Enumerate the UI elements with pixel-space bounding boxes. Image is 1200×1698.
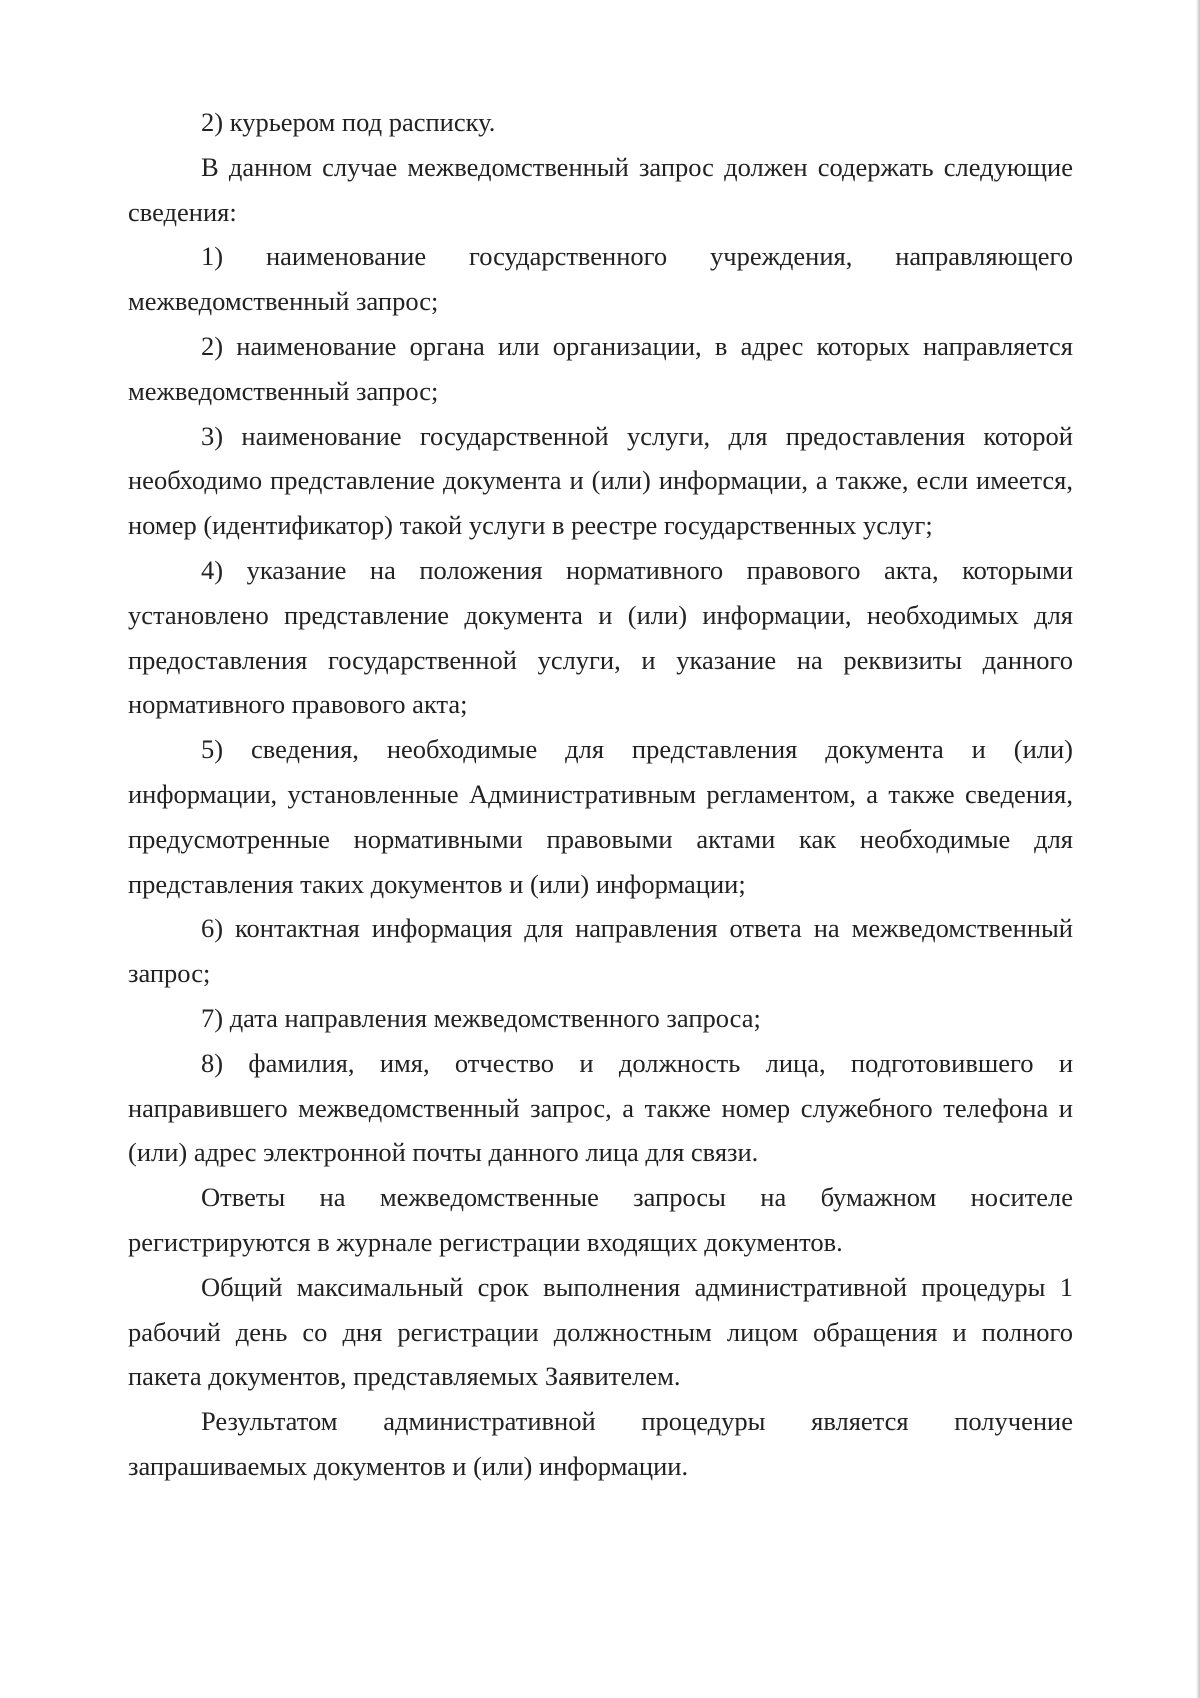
list-item-1: 1) наименование государственного учреждения, направляющего межведомственный запрос; [128,241,1073,317]
list-item-2: 2) наименование органа или организации, в адрес которых направляется межведомственный запрос; [128,330,1073,406]
scan-edge-shadow [1196,0,1200,1698]
list-item-8: 8) фамилия, имя, отчество и должность лица, подготовившего и направившего межведомственный запрос, а также номер служебного телефона и (или) адрес электронной почты данного лица для связи. [128,1047,1073,1168]
paragraph-procedure-result: Результатом административной процедуры является получение запрашиваемых документов и (или) информации. [128,1406,1073,1481]
list-item-4: 4) указание на положения нормативного правового акта, которыми установлено представление документа и (или) информации, необходимых для предоставления государственной услуги, и указание на реквизиты данного нормативного правового акта; [128,554,1073,720]
paragraph-request-contents-intro: В данном случае межведомственный запрос должен содержать следующие сведения: [128,151,1073,227]
list-item-6: 6) контактная информация для направления ответа на межведомственный запрос; [128,913,1073,989]
list-item-3: 3) наименование государственной услуги, для предоставления которой необходимо представление документа и (или) информации, а также, если имеется, номер (идентификатор) такой услуги в реестре государственных услуг; [128,420,1073,541]
document-body [128,100,1073,1489]
list-item-5: 5) сведения, необходимые для представления документа и (или) информации, установленные Административным регламентом, а также сведения, предусмотренные нормативными правовыми актами как необходимые для представления таких документов и (или) информации; [128,734,1073,899]
paragraph-responses-registration: Ответы на межведомственные запросы на бумажном носителе регистрируются в журнале регистрации входящих документов. [128,1182,1073,1257]
paragraph-procedure-deadline: Общий максимальный срок выполнения административной процедуры 1 рабочий день со дня регистрации должностным лицом обращения и полного пакета документов, представляемых Заявителем. [128,1271,1073,1392]
list-item-7: 7) дата направления межведомственного запроса; [201,1002,761,1033]
paragraph-courier: 2) курьером под расписку. [201,107,496,137]
